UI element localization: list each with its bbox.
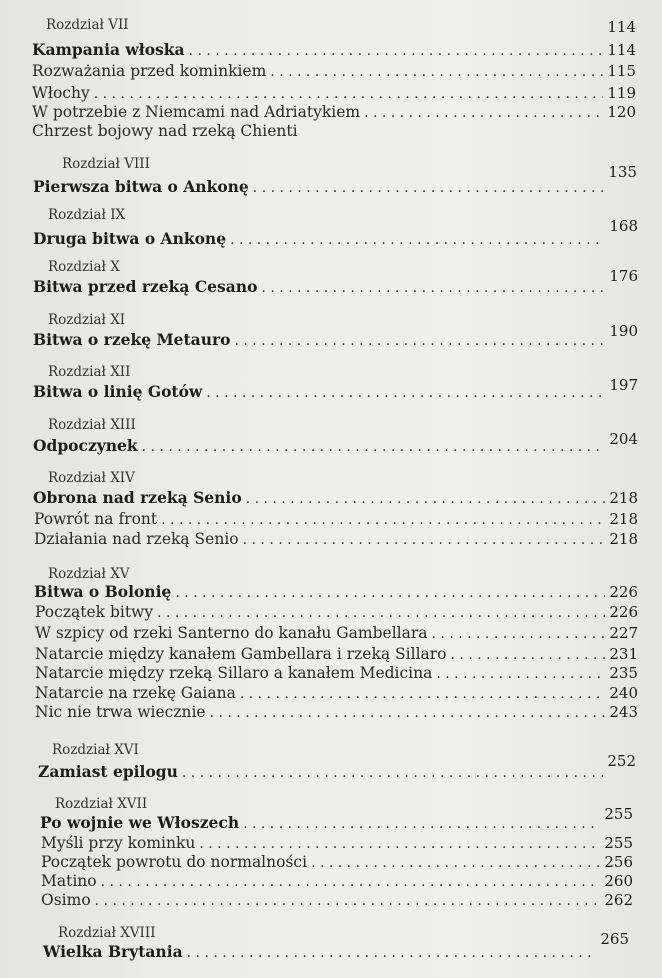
entry-title: Natarcie na rzekę Gaiana — [35, 684, 236, 702]
page-number: 255 — [604, 805, 633, 823]
entry-title: Działania nad rzeką Senio — [34, 530, 239, 548]
leader-dots — [230, 232, 605, 248]
entry-title: Obrona nad rzeką Senio — [33, 488, 242, 507]
page-number: 197 — [609, 376, 638, 394]
entry-title: Bitwa o rzekę Metauro — [33, 330, 231, 349]
page-number: 252 — [607, 752, 636, 770]
leader-dots — [94, 86, 604, 102]
toc-entry[interactable] — [43, 930, 629, 961]
page-number: 218 — [609, 489, 638, 507]
chapter-heading-page — [574, 18, 636, 36]
chapter-heading: Rozdział XVII — [55, 796, 148, 812]
toc-entry[interactable] — [35, 624, 638, 642]
page-number: 168 — [609, 217, 638, 235]
toc-entry[interactable] — [33, 376, 638, 401]
toc-entry[interactable] — [33, 430, 638, 455]
entry-title: Kampania włoska — [32, 40, 185, 59]
entry-title: Po wojnie we Włoszech — [40, 813, 240, 832]
toc-entry[interactable] — [33, 267, 638, 296]
chapter-heading: Rozdział XIV — [48, 470, 135, 486]
page-number: 226 — [609, 583, 638, 601]
toc-entry[interactable] — [35, 603, 638, 621]
entry-title: Zamiast epilogu — [38, 762, 178, 781]
entry-title: Bitwa o Bolonię — [34, 582, 172, 601]
leader-dots — [101, 874, 601, 890]
page-number: 256 — [604, 853, 633, 871]
entry-title: Osimo — [41, 891, 91, 909]
page-number: 226 — [609, 603, 638, 621]
page-number: 120 — [607, 103, 636, 121]
entry-title: Natarcie między kanałem Gambellara i rzeką Sillaro — [35, 645, 447, 663]
leader-dots — [175, 585, 605, 601]
leader-dots — [189, 43, 604, 59]
toc-entry[interactable] — [32, 122, 636, 140]
page-number: 204 — [609, 430, 638, 448]
page-number: 265 — [600, 930, 629, 948]
entry-title: Rozważania przed kominkiem — [32, 62, 267, 80]
chapter-heading: Rozdział XIII — [48, 417, 136, 433]
leader-dots — [240, 686, 606, 702]
leader-dots — [311, 855, 600, 871]
toc-entry[interactable] — [32, 62, 636, 80]
leader-dots — [161, 512, 605, 528]
toc-entry[interactable] — [41, 853, 633, 871]
entry-title: Natarcie między rzeką Sillaro a kanałem Medicina — [35, 664, 433, 682]
leader-dots — [261, 280, 605, 296]
leader-dots — [270, 64, 603, 80]
entry-title: Druga bitwa o Ankonę — [33, 229, 227, 248]
toc-entry[interactable] — [35, 684, 638, 702]
page-number: 243 — [609, 703, 638, 721]
toc-entry[interactable] — [33, 163, 637, 196]
entry-title: Pierwsza bitwa o Ankonę — [33, 177, 249, 196]
toc-entry[interactable] — [34, 510, 638, 528]
leader-dots — [187, 945, 597, 961]
leader-dots — [210, 705, 606, 721]
toc-entry[interactable] — [32, 103, 636, 121]
page-number: 190 — [609, 322, 638, 340]
leader-dots — [95, 893, 601, 909]
page-number: 240 — [609, 684, 638, 702]
leader-dots — [432, 626, 606, 642]
entry-title: Początek powrotu do normalności — [41, 853, 308, 871]
toc-entry[interactable] — [32, 84, 636, 102]
entry-title: Myśli przy kominku — [41, 834, 196, 852]
toc-entry[interactable] — [33, 322, 638, 349]
leader-dots — [253, 180, 605, 196]
leader-dots — [451, 647, 606, 663]
toc-entry[interactable] — [38, 752, 636, 781]
leader-dots — [436, 666, 605, 682]
entry-title: Włochy — [32, 84, 90, 102]
page-number: 115 — [607, 62, 636, 80]
page-number: 176 — [609, 267, 638, 285]
toc-entry[interactable] — [34, 530, 638, 548]
page-number: 135 — [608, 163, 637, 181]
chapter-heading: Rozdział XI — [48, 312, 126, 328]
toc-entry[interactable] — [40, 805, 633, 832]
page-number: 114 — [607, 18, 636, 36]
chapter-heading: Rozdział VII — [46, 17, 129, 33]
page-number: 235 — [609, 664, 638, 682]
toc-entry[interactable] — [41, 834, 633, 852]
leader-dots — [243, 816, 600, 832]
leader-dots — [157, 605, 605, 621]
page-number: 218 — [609, 530, 638, 548]
entry-title: W potrzebie z Niemcami nad Adriatykiem — [32, 103, 361, 121]
entry-title: Bitwa przed rzeką Cesano — [33, 277, 258, 296]
entry-title: Bitwa o linię Gotów — [33, 382, 203, 401]
entry-title: Powrót na front — [34, 510, 158, 528]
entry-title: Chrzest bojowy nad rzeką Chienti — [32, 122, 298, 140]
page-number: 260 — [604, 872, 633, 890]
leader-dots — [199, 836, 600, 852]
chapter-heading: Rozdział XVI — [52, 742, 139, 758]
leader-dots — [235, 333, 606, 349]
toc-entry[interactable] — [41, 872, 633, 890]
leader-dots — [182, 765, 603, 781]
toc-entry[interactable] — [35, 664, 638, 682]
toc-entry[interactable] — [35, 645, 638, 663]
page-number: 119 — [607, 84, 636, 102]
chapter-heading: Rozdział VIII — [62, 156, 150, 172]
toc-entry[interactable] — [33, 488, 638, 507]
entry-title: Odpoczynek — [33, 436, 138, 455]
page-number: 114 — [607, 41, 636, 59]
chapter-heading: Rozdział XV — [48, 566, 130, 582]
page-number: 218 — [609, 510, 638, 528]
leader-dots — [364, 105, 603, 121]
leader-dots — [243, 532, 606, 548]
page-number: 231 — [609, 645, 638, 663]
entry-title: Wielka Brytania — [43, 942, 183, 961]
toc-entry[interactable] — [35, 703, 638, 721]
entry-title: Matino — [41, 872, 97, 890]
toc-entry[interactable] — [34, 582, 638, 601]
leader-dots — [206, 385, 605, 401]
chapter-heading: Rozdział IX — [48, 207, 126, 223]
entry-title: Początek bitwy — [35, 603, 154, 621]
chapter-heading: Rozdział X — [48, 259, 120, 275]
toc-entry[interactable] — [32, 40, 636, 59]
chapter-heading: Rozdział XII — [48, 364, 131, 380]
page-number: 227 — [609, 624, 638, 642]
leader-dots — [246, 491, 606, 507]
entry-title: W szpicy od rzeki Santerno do kanału Gambellara — [35, 624, 428, 642]
leader-dots — [142, 439, 606, 455]
entry-title: Nic nie trwa wiecznie — [35, 703, 206, 721]
page-number: 255 — [604, 834, 633, 852]
toc-entry[interactable] — [33, 217, 638, 248]
chapter-heading: Rozdział XVIII — [58, 925, 156, 941]
page-number: 262 — [604, 891, 633, 909]
toc-entry[interactable] — [41, 891, 633, 909]
